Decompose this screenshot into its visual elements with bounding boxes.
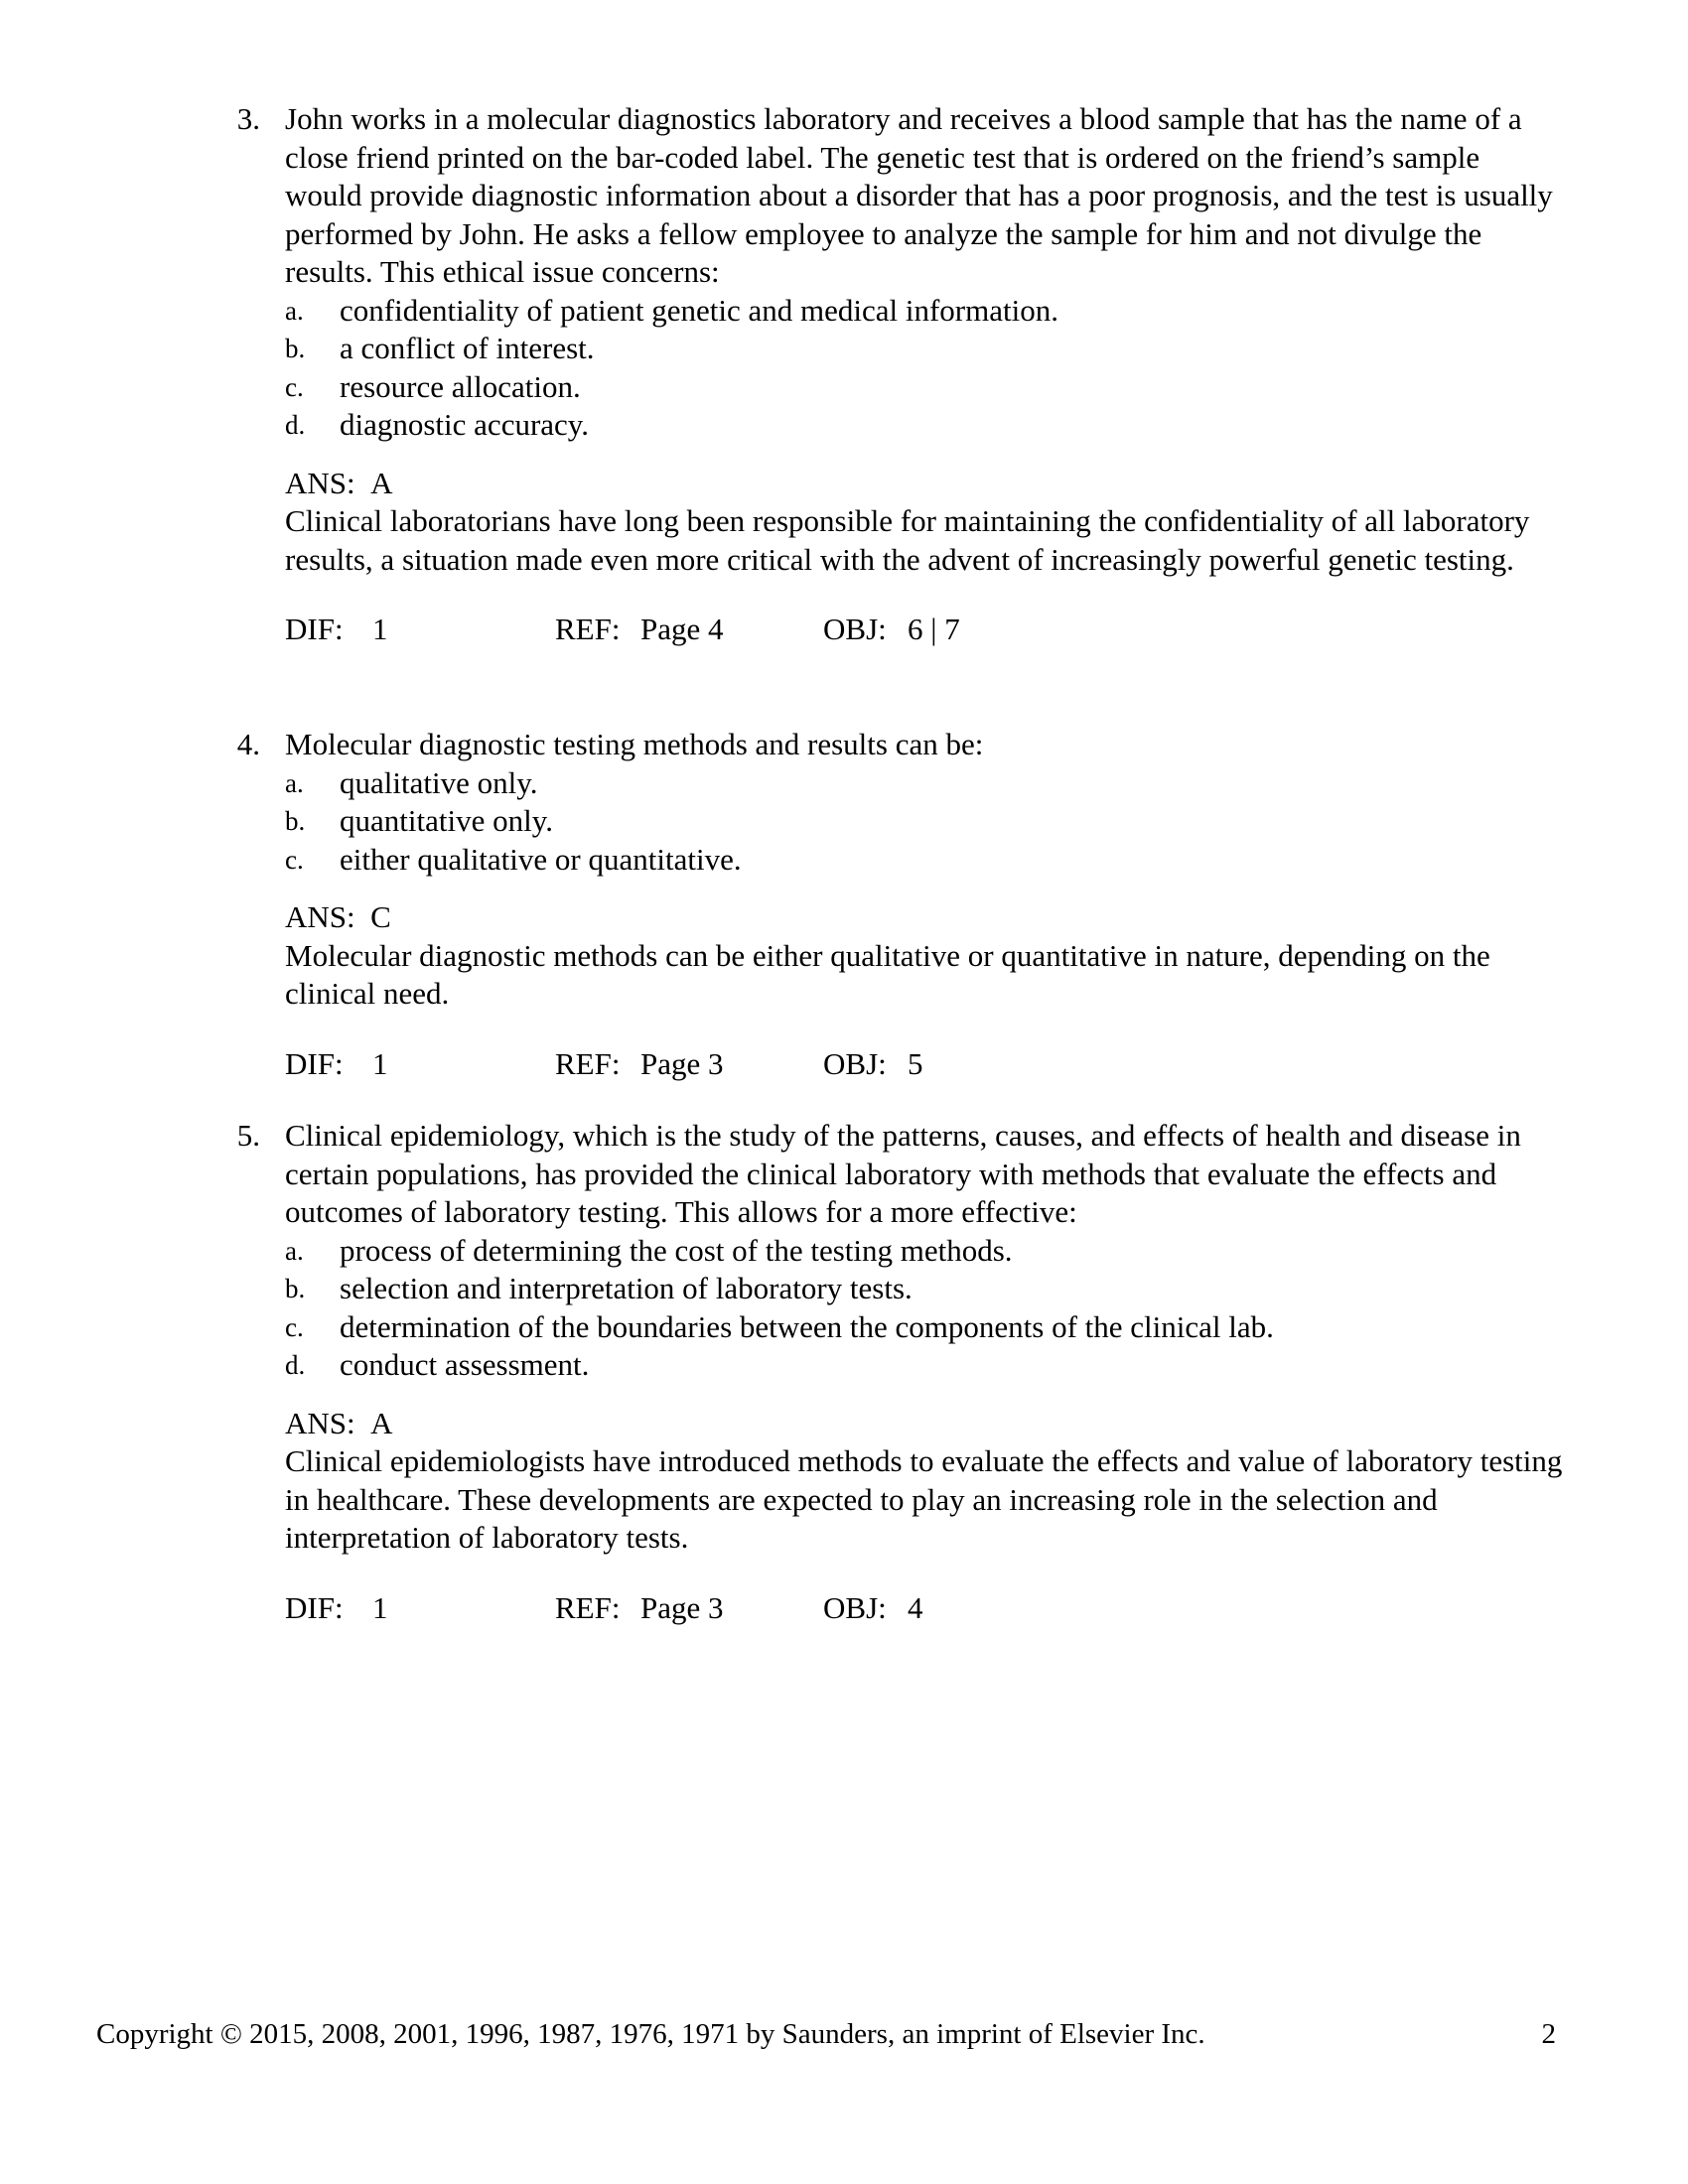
dif-value: 1	[372, 1045, 388, 1081]
choice-letter: b.	[285, 1274, 306, 1303]
ref-value: Page 4	[640, 612, 724, 646]
page-number: 2	[1541, 2018, 1556, 2050]
choice-text: resource allocation.	[340, 368, 581, 404]
question-number: 4.	[236, 727, 260, 761]
question-body	[285, 726, 1563, 1083]
question-meta	[285, 611, 1563, 648]
answer-label: ANS:	[285, 465, 355, 500]
question-stem: John works in a molecular diagnostics laboratory and receives a blood sample that has the name of a close friend printed on the bar-coded label. The genetic test that is ordered on the friend’s sample would provide diagnostic information about a disorder that has a poor prognosis, and the test is usually performed by John. He asks a fellow employee to analyze the sample for him and not divulge the results. This ethical issue concerns:	[285, 101, 1553, 289]
choice-letter: d.	[285, 1350, 306, 1380]
question-4	[232, 726, 1563, 1083]
obj-value: 4	[908, 1589, 923, 1625]
question-5	[232, 1117, 1563, 1627]
question-stem: Molecular diagnostic testing methods and results can be:	[285, 727, 984, 761]
choice-a	[285, 292, 1563, 331]
choice-letter: c.	[285, 371, 304, 402]
choice-letter: c.	[285, 844, 304, 875]
question-3	[232, 100, 1563, 648]
dif-label: DIF:	[285, 1045, 344, 1081]
choice-a	[285, 764, 1563, 803]
choice-text: determination of the boundaries between the components of the clinical lab.	[340, 1308, 1274, 1344]
answer-line	[285, 465, 1563, 503]
choice-text: selection and interpretation of laboratory tests.	[340, 1271, 913, 1305]
choice-c	[285, 841, 1563, 880]
question-number: 3.	[236, 101, 260, 136]
answer-line	[285, 898, 1563, 937]
ref-value: Page 3	[640, 1589, 724, 1625]
answer-value: C	[370, 899, 391, 934]
choice-letter: b.	[285, 806, 306, 836]
choice-letter: a.	[285, 295, 304, 326]
rationale: Clinical epidemiologists have introduced methods to evaluate the effects and value of laboratory testing in healthcare. These developments are expected to play an increasing role in the selection and interpretation of laboratory tests.	[285, 1443, 1563, 1555]
answer-value: A	[370, 1405, 393, 1440]
dif-label: DIF:	[285, 1589, 344, 1625]
answer-value: A	[370, 465, 393, 500]
obj-value: 5	[908, 1045, 923, 1081]
choice-d	[285, 406, 1563, 445]
rationale: Clinical laboratorians have long been responsible for maintaining the confidentiality of all laboratory results, a situation made even more critical with the advent of increasingly powerful genetic testing.	[285, 503, 1530, 577]
choice-letter: b.	[285, 334, 306, 363]
choice-text: process of determining the cost of the testing methods.	[340, 1232, 1013, 1268]
choice-letter: a.	[285, 767, 304, 798]
answer-line	[285, 1405, 1563, 1443]
question-meta	[285, 1045, 1563, 1083]
choice-b	[285, 802, 1563, 841]
choice-text: conduct assessment.	[340, 1347, 590, 1382]
rationale: Molecular diagnostic methods can be either qualitative or quantitative in nature, depending on the clinical need.	[285, 937, 1490, 1011]
ref-label: REF:	[555, 612, 621, 646]
question-number: 5.	[236, 1118, 260, 1153]
choice-text: confidentiality of patient genetic and medical information.	[340, 292, 1058, 328]
choice-b	[285, 330, 1563, 368]
obj-value: 6 | 7	[908, 612, 960, 646]
question-body	[285, 1117, 1563, 1627]
copyright-notice: Copyright © 2015, 2008, 2001, 1996, 1987, 1976, 1971 by Saunders, an imprint of Elsevier Inc.	[96, 2018, 1205, 2050]
dif-label: DIF:	[285, 612, 344, 646]
choice-text: either qualitative or quantitative.	[340, 841, 742, 877]
page-footer	[96, 2015, 1556, 2055]
question-meta	[285, 1589, 1563, 1627]
dif-value: 1	[372, 1589, 388, 1625]
answer-label: ANS:	[285, 1405, 355, 1440]
choice-letter: a.	[285, 1235, 304, 1266]
obj-label: OBJ:	[823, 1589, 887, 1625]
choice-c	[285, 1308, 1563, 1347]
question-body	[285, 100, 1563, 648]
ref-label: REF:	[555, 1589, 621, 1625]
obj-label: OBJ:	[823, 1045, 887, 1081]
choice-a	[285, 1232, 1563, 1271]
ref-value: Page 3	[640, 1045, 724, 1081]
choice-text: diagnostic accuracy.	[340, 407, 590, 442]
choice-b	[285, 1270, 1563, 1308]
choice-letter: d.	[285, 410, 306, 440]
choice-c	[285, 368, 1563, 407]
answer-label: ANS:	[285, 899, 355, 934]
ref-label: REF:	[555, 1045, 621, 1081]
obj-label: OBJ:	[823, 612, 887, 646]
question-stem: Clinical epidemiology, which is the study of the patterns, causes, and effects of health and disease in certain populations, has provided the clinical laboratory with methods that evaluate the effects and outcomes of laboratory testing. This allows for a more effective:	[285, 1118, 1521, 1229]
choice-letter: c.	[285, 1311, 304, 1342]
choice-text: quantitative only.	[340, 803, 553, 838]
choice-text: a conflict of interest.	[340, 331, 595, 365]
choice-d	[285, 1346, 1563, 1385]
choice-text: qualitative only.	[340, 764, 538, 800]
dif-value: 1	[372, 612, 388, 646]
